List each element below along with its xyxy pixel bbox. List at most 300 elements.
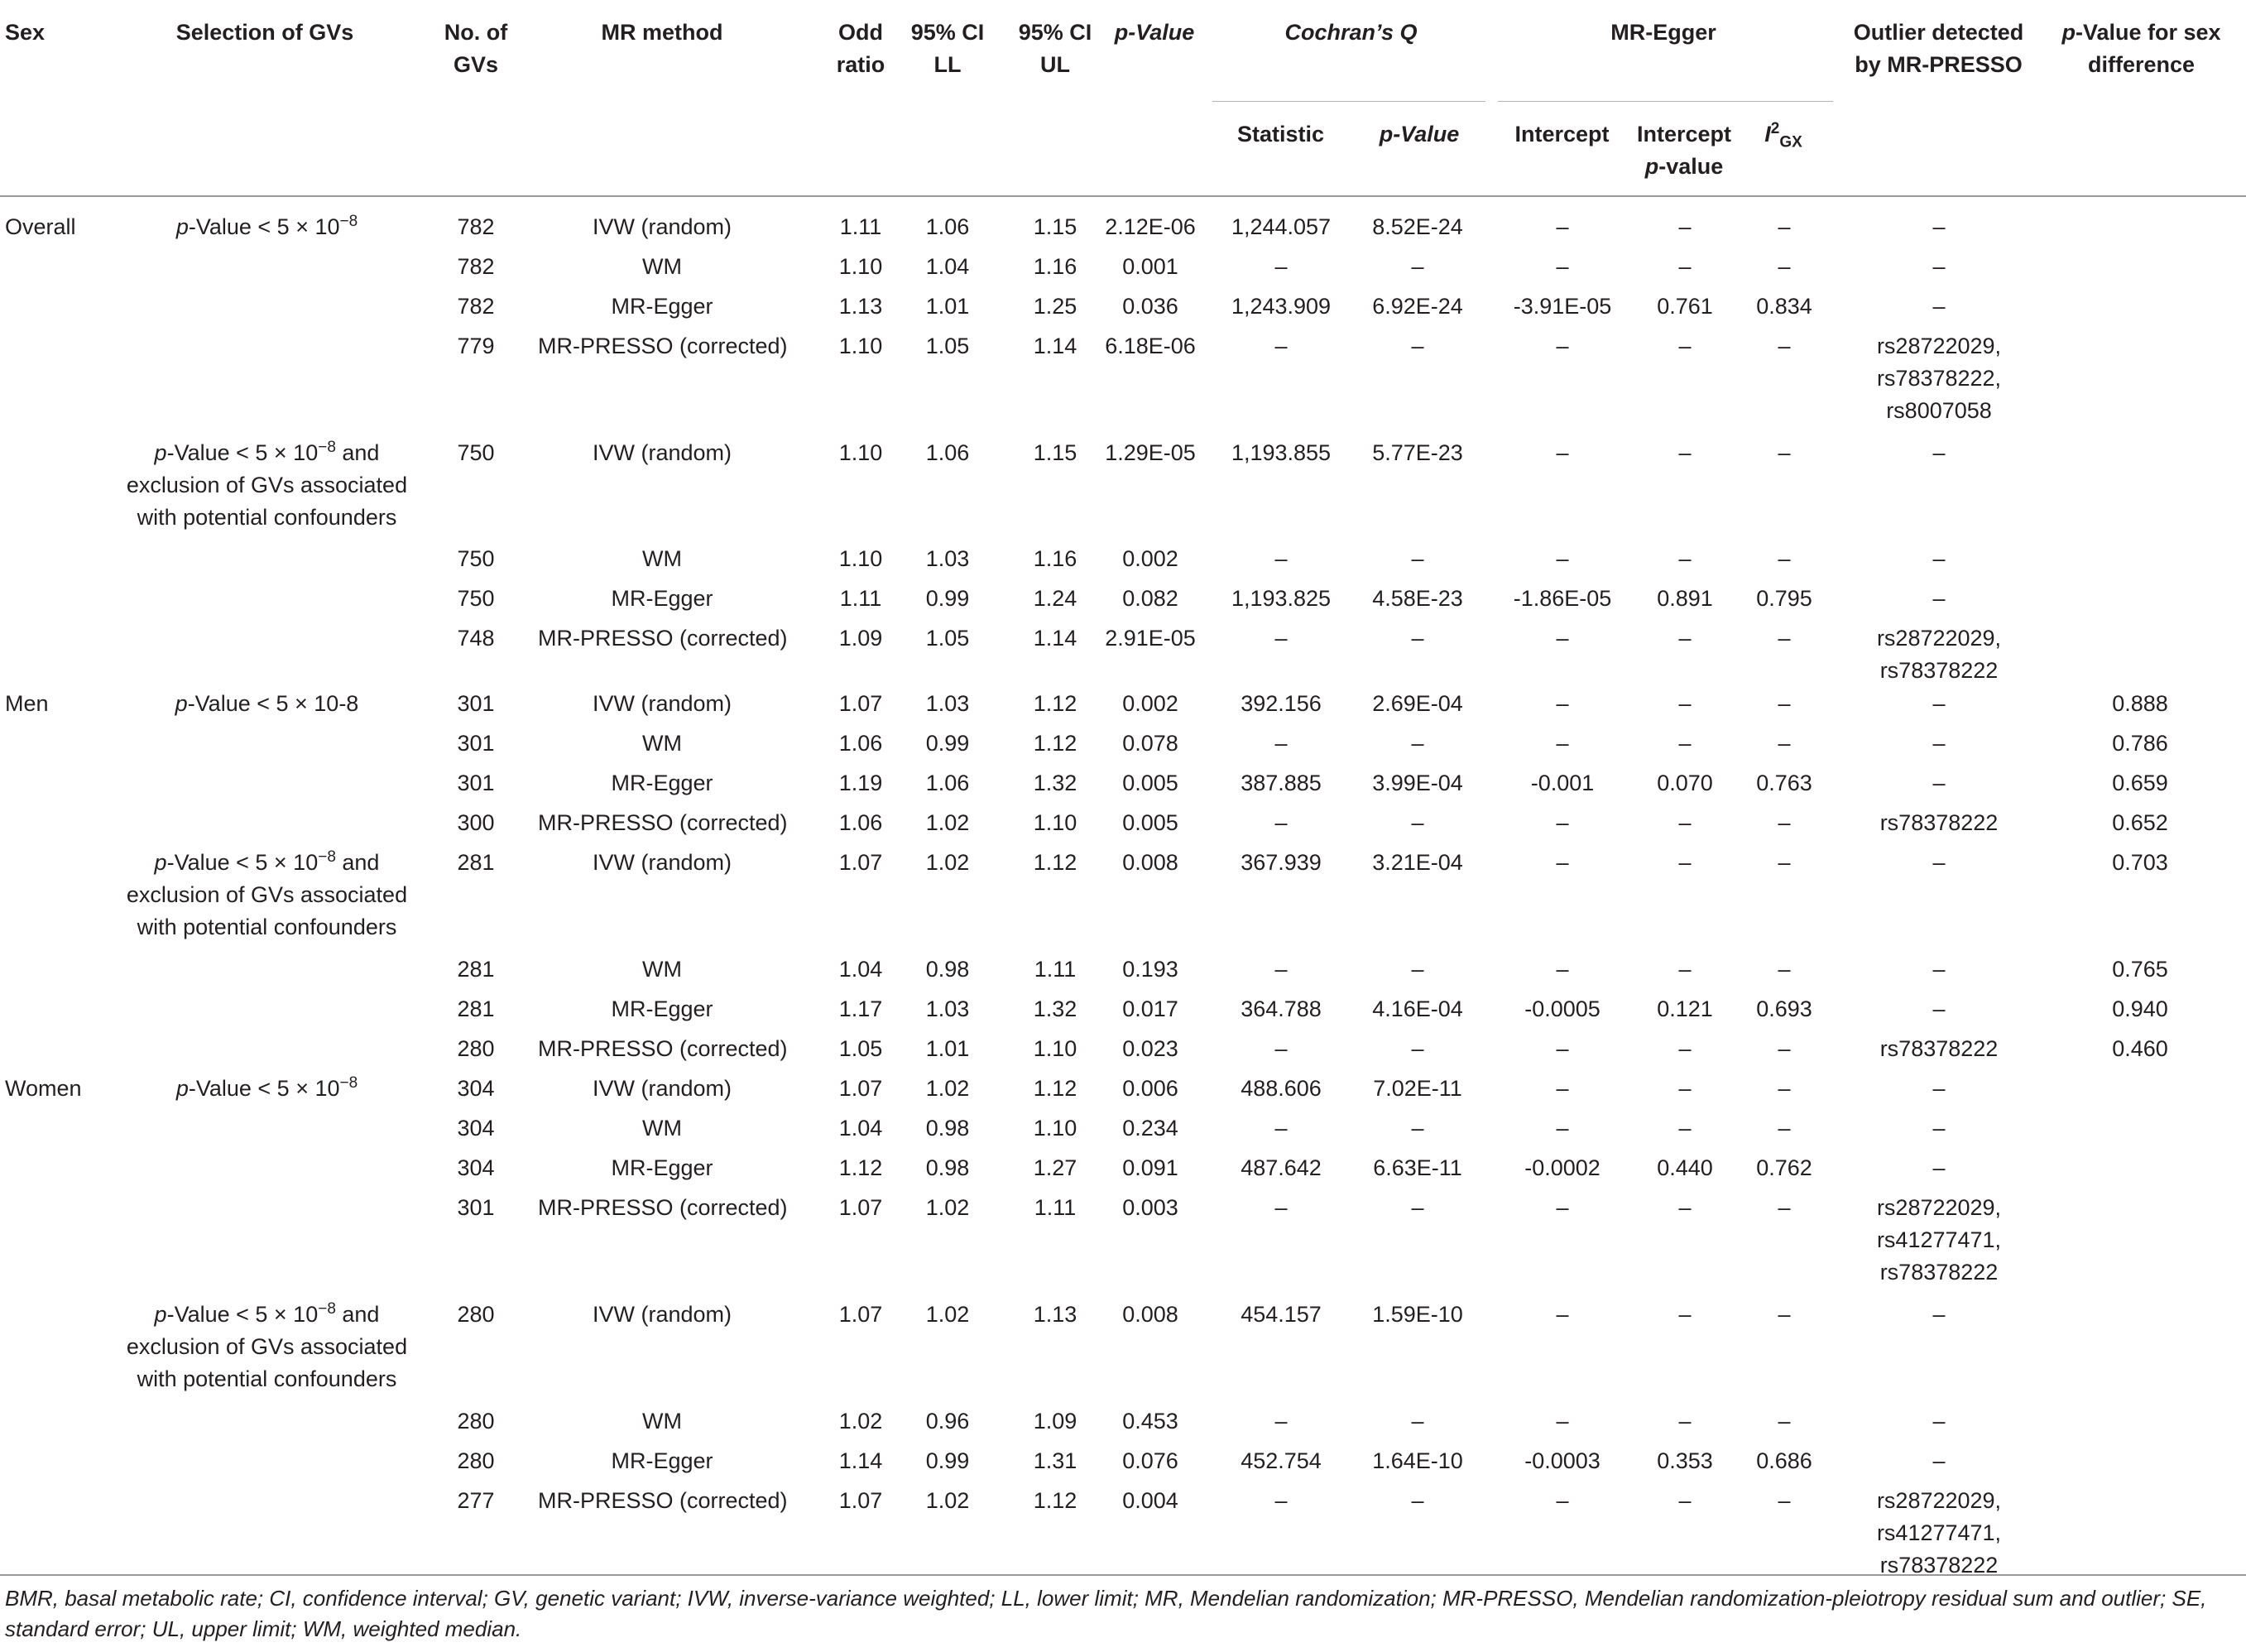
cell-sex-difference-p: 0.460 bbox=[2112, 1036, 2168, 1061]
cell-intercept-p-value: – bbox=[1678, 1302, 1692, 1327]
cell-ci-ul: 1.09 bbox=[1033, 1409, 1077, 1433]
cell-q-statistic: 364.788 bbox=[1241, 996, 1322, 1021]
cell-odds-ratio: 1.04 bbox=[838, 1116, 883, 1141]
cell-i2gx: 0.795 bbox=[1756, 586, 1812, 611]
cell-q-p-value: – bbox=[1411, 334, 1424, 358]
cell-ci-ll: 1.03 bbox=[925, 546, 970, 571]
cell-q-p-value: – bbox=[1411, 546, 1424, 571]
cell-p-value: 2.12E-06 bbox=[1105, 214, 1196, 239]
cell-q-statistic: – bbox=[1274, 254, 1288, 279]
header-sex: Sex bbox=[5, 20, 46, 45]
cell-ci-ll: 1.02 bbox=[925, 1488, 970, 1513]
cell-q-p-value: – bbox=[1411, 1116, 1424, 1141]
header-method: MR method bbox=[601, 20, 723, 45]
cell-mr-method: IVW (random) bbox=[592, 214, 732, 239]
cell-ci-ll: 0.98 bbox=[925, 1155, 970, 1180]
cell-q-p-value: – bbox=[1411, 810, 1424, 835]
cell-i2gx: – bbox=[1778, 546, 1791, 571]
cell-ci-ul: 1.32 bbox=[1033, 996, 1077, 1021]
cell-ci-ul: 1.12 bbox=[1033, 731, 1077, 756]
cell-i2gx: 0.763 bbox=[1756, 771, 1812, 795]
cell-q-statistic: – bbox=[1274, 546, 1288, 571]
cell-egger-intercept: – bbox=[1556, 810, 1569, 835]
cell-i2gx: – bbox=[1778, 214, 1791, 239]
header-p-value: p-Value bbox=[1114, 20, 1195, 45]
cell-egger-intercept: – bbox=[1556, 334, 1569, 358]
egger-rule bbox=[1498, 101, 1833, 102]
cell-ci-ul: 1.12 bbox=[1033, 850, 1077, 875]
cell-q-p-value: 4.58E-23 bbox=[1372, 586, 1463, 611]
cell-egger-intercept: -1.86E-05 bbox=[1513, 586, 1612, 611]
cell-mr-presso-outlier: – bbox=[1932, 850, 1946, 875]
cell-ci-ll: 1.05 bbox=[925, 334, 970, 358]
cell-ci-ll: 0.98 bbox=[925, 1116, 970, 1141]
cell-ci-ul: 1.10 bbox=[1033, 810, 1077, 835]
cell-odds-ratio: 1.11 bbox=[839, 586, 882, 611]
cell-intercept-p-value: – bbox=[1678, 1076, 1692, 1101]
cell-egger-intercept: – bbox=[1556, 1409, 1569, 1433]
cell-odds-ratio: 1.07 bbox=[838, 1488, 883, 1513]
cell-n-gvs: 750 bbox=[457, 546, 495, 571]
cell-intercept-p-value: – bbox=[1678, 254, 1692, 279]
cell-p-value: 0.017 bbox=[1122, 996, 1178, 1021]
cell-intercept-p-value: – bbox=[1678, 691, 1692, 716]
cell-mr-presso-outlier: – bbox=[1932, 1116, 1946, 1141]
cell-intercept-p-value: – bbox=[1678, 1409, 1692, 1433]
cell-p-value: 0.008 bbox=[1122, 1302, 1178, 1327]
cell-ci-ll: 1.06 bbox=[925, 214, 970, 239]
cell-mr-presso-outlier: – bbox=[1932, 957, 1946, 982]
cell-egger-intercept: -0.001 bbox=[1530, 771, 1595, 795]
cell-mr-presso-outlier: – bbox=[1932, 214, 1946, 239]
cell-n-gvs: 281 bbox=[457, 996, 495, 1021]
cell-q-p-value: – bbox=[1411, 957, 1424, 982]
cell-mr-presso-outlier: rs28722029, rs41277471, rs78378222 bbox=[1876, 1488, 2002, 1578]
cochran-rule bbox=[1212, 101, 1485, 102]
gv-selection-label: p-Value < 5 × 10-8 bbox=[175, 691, 359, 716]
cell-mr-presso-outlier: rs78378222 bbox=[1879, 810, 1999, 835]
cell-q-p-value: 3.99E-04 bbox=[1372, 771, 1463, 795]
cell-mr-method: WM bbox=[642, 546, 682, 571]
cell-q-p-value: – bbox=[1411, 1488, 1424, 1513]
cell-ci-ll: 1.02 bbox=[925, 850, 970, 875]
cell-n-gvs: 301 bbox=[457, 771, 495, 795]
cell-q-p-value: 3.21E-04 bbox=[1372, 850, 1463, 875]
cell-n-gvs: 280 bbox=[457, 1448, 495, 1473]
cell-ci-ul: 1.16 bbox=[1033, 254, 1077, 279]
cell-p-value: 0.002 bbox=[1122, 691, 1178, 716]
cell-intercept-p-value: – bbox=[1678, 1195, 1692, 1220]
cell-q-statistic: – bbox=[1274, 810, 1288, 835]
cell-odds-ratio: 1.07 bbox=[838, 850, 883, 875]
cell-mr-presso-outlier: – bbox=[1932, 1302, 1946, 1327]
cell-n-gvs: 304 bbox=[457, 1155, 495, 1180]
cell-n-gvs: 281 bbox=[457, 957, 495, 982]
cell-i2gx: – bbox=[1778, 691, 1791, 716]
table-bottom-rule bbox=[0, 1574, 2246, 1576]
cell-p-value: 0.453 bbox=[1122, 1409, 1178, 1433]
cell-mr-method: IVW (random) bbox=[592, 850, 732, 875]
cell-ci-ll: 1.02 bbox=[925, 810, 970, 835]
cell-p-value: 2.91E-05 bbox=[1105, 626, 1196, 651]
cell-ci-ul: 1.14 bbox=[1033, 626, 1077, 651]
cell-intercept-p-value: 0.070 bbox=[1657, 771, 1713, 795]
cell-q-p-value: 6.63E-11 bbox=[1373, 1155, 1462, 1180]
cell-ci-ul: 1.14 bbox=[1033, 334, 1077, 358]
cell-mr-presso-outlier: – bbox=[1932, 546, 1946, 571]
gv-selection-label: p-Value < $5 \times 10^{-8}$ bbox=[175, 213, 358, 239]
cell-q-p-value: 6.92E-24 bbox=[1372, 294, 1463, 319]
cell-p-value: 0.076 bbox=[1122, 1448, 1178, 1473]
cell-ci-ul: 1.11 bbox=[1034, 957, 1077, 982]
cell-mr-method: IVW (random) bbox=[592, 691, 732, 716]
cell-intercept-p-value: – bbox=[1678, 1116, 1692, 1141]
cell-mr-method: MR-PRESSO (corrected) bbox=[538, 1036, 788, 1061]
cell-q-p-value: 5.77E-23 bbox=[1372, 440, 1463, 465]
cell-n-gvs: 750 bbox=[457, 586, 495, 611]
cell-mr-method: MR-PRESSO (corrected) bbox=[538, 1488, 788, 1513]
cell-intercept-p-value: – bbox=[1678, 850, 1692, 875]
cell-intercept-p-value: – bbox=[1678, 626, 1692, 651]
cell-mr-presso-outlier: rs28722029, rs78378222 bbox=[1876, 626, 2002, 683]
header-i2gx: $I^2_{GX}$ bbox=[1764, 120, 1802, 151]
cell-n-gvs: 748 bbox=[457, 626, 495, 651]
cell-n-gvs: 782 bbox=[457, 254, 495, 279]
cell-ci-ul: 1.32 bbox=[1033, 771, 1077, 795]
cell-i2gx: – bbox=[1778, 1409, 1791, 1433]
cell-odds-ratio: 1.05 bbox=[838, 1036, 883, 1061]
cell-q-p-value: 1.64E-10 bbox=[1372, 1448, 1463, 1473]
cell-n-gvs: 301 bbox=[457, 731, 495, 756]
cell-intercept-p-value: 0.440 bbox=[1657, 1155, 1713, 1180]
cell-ci-ll: 1.05 bbox=[925, 626, 970, 651]
cell-intercept-p-value: 0.121 bbox=[1657, 996, 1713, 1021]
cell-q-statistic: – bbox=[1274, 1036, 1288, 1061]
cell-odds-ratio: 1.07 bbox=[838, 691, 883, 716]
cell-p-value: 6.18E-06 bbox=[1105, 334, 1196, 358]
cell-mr-presso-outlier: rs78378222 bbox=[1879, 1036, 1999, 1061]
header-bottom-rule bbox=[0, 195, 2246, 197]
cell-q-statistic: – bbox=[1274, 1116, 1288, 1141]
cell-n-gvs: 277 bbox=[457, 1488, 495, 1513]
cell-i2gx: – bbox=[1778, 957, 1791, 982]
cell-egger-intercept: – bbox=[1556, 1195, 1569, 1220]
cell-p-value: 0.006 bbox=[1122, 1076, 1178, 1101]
cell-odds-ratio: 1.10 bbox=[838, 440, 883, 465]
cell-odds-ratio: 1.09 bbox=[838, 626, 883, 651]
cell-sex-difference-p: 0.940 bbox=[2112, 996, 2168, 1021]
cell-ci-ll: 1.02 bbox=[925, 1076, 970, 1101]
cell-egger-intercept: – bbox=[1556, 731, 1569, 756]
cell-egger-intercept: – bbox=[1556, 626, 1569, 651]
cell-odds-ratio: 1.12 bbox=[838, 1155, 883, 1180]
cell-i2gx: – bbox=[1778, 1076, 1791, 1101]
cell-n-gvs: 301 bbox=[457, 1195, 495, 1220]
cell-i2gx: – bbox=[1778, 1036, 1791, 1061]
cell-p-value: 0.082 bbox=[1122, 586, 1178, 611]
cell-mr-method: WM bbox=[642, 731, 682, 756]
cell-mr-presso-outlier: – bbox=[1932, 440, 1946, 465]
cell-mr-method: MR-Egger bbox=[611, 1155, 713, 1180]
cell-mr-method: IVW (random) bbox=[592, 1076, 732, 1101]
cell-q-statistic: 1,244.057 bbox=[1231, 214, 1332, 239]
cell-mr-method: MR-Egger bbox=[611, 586, 713, 611]
cell-p-value: 0.001 bbox=[1122, 254, 1178, 279]
cell-sex-difference-p: 0.659 bbox=[2112, 771, 2168, 795]
cell-q-statistic: 367.939 bbox=[1241, 850, 1322, 875]
cell-i2gx: – bbox=[1778, 1195, 1791, 1220]
cell-q-p-value: – bbox=[1411, 254, 1424, 279]
cell-mr-method: MR-Egger bbox=[611, 996, 713, 1021]
cell-q-statistic: 487.642 bbox=[1241, 1155, 1322, 1180]
cell-intercept-p-value: – bbox=[1678, 957, 1692, 982]
cell-p-value: 0.002 bbox=[1122, 546, 1178, 571]
cell-q-p-value: – bbox=[1411, 731, 1424, 756]
cell-n-gvs: 750 bbox=[457, 440, 495, 465]
cell-mr-presso-outlier: – bbox=[1932, 1155, 1946, 1180]
header-n-gvs: No. of GVs bbox=[444, 20, 508, 77]
cell-ci-ul: 1.24 bbox=[1033, 586, 1077, 611]
cell-i2gx: – bbox=[1778, 731, 1791, 756]
cell-q-statistic: – bbox=[1274, 1488, 1288, 1513]
cell-egger-intercept: – bbox=[1556, 1076, 1569, 1101]
cell-odds-ratio: 1.07 bbox=[838, 1195, 883, 1220]
cell-mr-presso-outlier: – bbox=[1932, 586, 1946, 611]
cell-n-gvs: 301 bbox=[457, 691, 495, 716]
cell-egger-intercept: – bbox=[1556, 1116, 1569, 1141]
cell-odds-ratio: 1.10 bbox=[838, 334, 883, 358]
cell-mr-method: MR-PRESSO (corrected) bbox=[538, 334, 788, 358]
cell-ci-ll: 0.99 bbox=[925, 731, 970, 756]
cell-intercept-p-value: – bbox=[1678, 440, 1692, 465]
header-odds-ratio: Odd ratio bbox=[836, 20, 885, 77]
header-selection: Selection of GVs bbox=[175, 20, 354, 45]
cell-mr-presso-outlier: – bbox=[1932, 1409, 1946, 1433]
cell-odds-ratio: 1.07 bbox=[838, 1076, 883, 1101]
cell-q-statistic: – bbox=[1274, 1195, 1288, 1220]
cell-mr-presso-outlier: – bbox=[1932, 294, 1946, 319]
cell-p-value: 0.005 bbox=[1122, 810, 1178, 835]
cell-mr-method: WM bbox=[642, 1116, 682, 1141]
cell-odds-ratio: 1.04 bbox=[838, 957, 883, 982]
header-mr-egger: MR-Egger bbox=[1610, 20, 1716, 45]
footnote: BMR, basal metabolic rate; CI, confidence interval; GV, genetic variant; IVW, inverse-variance weighted; LL, lower limit; MR, Mendelian randomization; MR-PRESSO, Mendelian randomization-pleiotropy residual sum and outlier; SE, standard error; UL, upper limit; WM, weighted median. bbox=[5, 1586, 2207, 1641]
cell-intercept-p-value: 0.891 bbox=[1657, 586, 1713, 611]
header-cochran-q: Cochran’s Q bbox=[1284, 20, 1418, 45]
cell-p-value: 0.234 bbox=[1122, 1116, 1178, 1141]
cell-ci-ll: 1.02 bbox=[925, 1302, 970, 1327]
cell-egger-intercept: -0.0003 bbox=[1524, 1448, 1601, 1473]
cell-ci-ul: 1.25 bbox=[1033, 294, 1077, 319]
cell-odds-ratio: 1.17 bbox=[838, 996, 883, 1021]
cell-egger-intercept: – bbox=[1556, 691, 1569, 716]
cell-ci-ll: 1.03 bbox=[925, 691, 970, 716]
cell-odds-ratio: 1.11 bbox=[839, 214, 882, 239]
header-ci-ll: 95% CI LL bbox=[910, 20, 985, 77]
cell-ci-ul: 1.11 bbox=[1034, 1195, 1077, 1220]
cell-i2gx: – bbox=[1778, 1302, 1791, 1327]
cell-ci-ll: 1.06 bbox=[925, 440, 970, 465]
cell-intercept-p-value: – bbox=[1678, 810, 1692, 835]
header-q-p-value: p-Value bbox=[1379, 122, 1460, 146]
cell-ci-ul: 1.16 bbox=[1033, 546, 1077, 571]
cell-intercept-p-value: – bbox=[1678, 1036, 1692, 1061]
cell-mr-presso-outlier: rs28722029, rs78378222, rs8007058 bbox=[1876, 334, 2002, 423]
cell-odds-ratio: 1.10 bbox=[838, 254, 883, 279]
cell-mr-presso-outlier: – bbox=[1932, 1076, 1946, 1101]
cell-p-value: 0.008 bbox=[1122, 850, 1178, 875]
cell-i2gx: – bbox=[1778, 810, 1791, 835]
cell-i2gx: – bbox=[1778, 626, 1791, 651]
cell-ci-ul: 1.31 bbox=[1033, 1448, 1077, 1473]
cell-n-gvs: 280 bbox=[457, 1302, 495, 1327]
header-ci-ul: 95% CI UL bbox=[1018, 20, 1092, 77]
cell-intercept-p-value: – bbox=[1678, 334, 1692, 358]
cell-ci-ul: 1.10 bbox=[1033, 1036, 1077, 1061]
cell-egger-intercept: – bbox=[1556, 850, 1569, 875]
cell-mr-presso-outlier: – bbox=[1932, 996, 1946, 1021]
header-intercept: Intercept bbox=[1514, 122, 1610, 146]
cell-odds-ratio: 1.14 bbox=[838, 1448, 883, 1473]
cell-q-p-value: 1.59E-10 bbox=[1372, 1302, 1463, 1327]
cell-q-statistic: 1,193.825 bbox=[1231, 586, 1332, 611]
cell-odds-ratio: 1.02 bbox=[838, 1409, 883, 1433]
cell-p-value: 1.29E-05 bbox=[1105, 440, 1196, 465]
cell-ci-ul: 1.27 bbox=[1033, 1155, 1077, 1180]
cell-n-gvs: 304 bbox=[457, 1076, 495, 1101]
cell-mr-method: WM bbox=[642, 1409, 682, 1433]
cell-egger-intercept: – bbox=[1556, 214, 1569, 239]
header-sex-difference: p-Value for sex difference bbox=[2061, 20, 2221, 77]
cell-ci-ll: 1.01 bbox=[925, 294, 970, 319]
cell-sex-difference-p: 0.703 bbox=[2112, 850, 2168, 875]
cell-odds-ratio: 1.07 bbox=[838, 1302, 883, 1327]
cell-q-statistic: – bbox=[1274, 626, 1288, 651]
cell-i2gx: 0.693 bbox=[1756, 996, 1812, 1021]
cell-p-value: 0.023 bbox=[1122, 1036, 1178, 1061]
gv-selection-label: p-Value < $5 \times 10^{-8}$ and exclusion of GVs associated with potential confounders bbox=[126, 1300, 408, 1391]
cell-n-gvs: 782 bbox=[457, 214, 495, 239]
cell-q-p-value: 2.69E-04 bbox=[1372, 691, 1463, 716]
cell-i2gx: – bbox=[1778, 334, 1791, 358]
cell-mr-presso-outlier: – bbox=[1932, 771, 1946, 795]
cell-intercept-p-value: – bbox=[1678, 214, 1692, 239]
cell-q-statistic: 1,193.855 bbox=[1231, 440, 1332, 465]
cell-n-gvs: 280 bbox=[457, 1409, 495, 1433]
cell-q-statistic: 387.885 bbox=[1241, 771, 1322, 795]
cell-mr-method: MR-PRESSO (corrected) bbox=[538, 810, 788, 835]
cell-intercept-p-value: 0.353 bbox=[1657, 1448, 1713, 1473]
cell-p-value: 0.091 bbox=[1122, 1155, 1178, 1180]
cell-odds-ratio: 1.19 bbox=[838, 771, 883, 795]
cell-intercept-p-value: – bbox=[1678, 1488, 1692, 1513]
cell-n-gvs: 300 bbox=[457, 810, 495, 835]
cell-q-p-value: – bbox=[1411, 626, 1424, 651]
cell-i2gx: 0.762 bbox=[1756, 1155, 1812, 1180]
cell-q-statistic: – bbox=[1274, 1409, 1288, 1433]
cell-ci-ll: 1.01 bbox=[925, 1036, 970, 1061]
cell-p-value: 0.036 bbox=[1122, 294, 1178, 319]
cell-ci-ll: 1.04 bbox=[925, 254, 970, 279]
cell-intercept-p-value: – bbox=[1678, 546, 1692, 571]
gv-selection-label: p-Value < $5 \times 10^{-8}$ bbox=[175, 1074, 358, 1101]
cell-ci-ll: 1.02 bbox=[925, 1195, 970, 1220]
cell-mr-method: WM bbox=[642, 957, 682, 982]
cell-ci-ll: 0.99 bbox=[925, 1448, 970, 1473]
cell-egger-intercept: – bbox=[1556, 957, 1569, 982]
cell-q-statistic: – bbox=[1274, 731, 1288, 756]
sex-label: Overall bbox=[5, 214, 76, 239]
cell-i2gx: 0.686 bbox=[1756, 1448, 1812, 1473]
cell-ci-ll: 0.99 bbox=[925, 586, 970, 611]
cell-egger-intercept: – bbox=[1556, 1488, 1569, 1513]
cell-intercept-p-value: – bbox=[1678, 731, 1692, 756]
cell-mr-presso-outlier: rs28722029, rs41277471, rs78378222 bbox=[1876, 1195, 2002, 1285]
cell-odds-ratio: 1.06 bbox=[838, 810, 883, 835]
cell-p-value: 0.003 bbox=[1122, 1195, 1178, 1220]
cell-sex-difference-p: 0.888 bbox=[2112, 691, 2168, 716]
cell-n-gvs: 280 bbox=[457, 1036, 495, 1061]
cell-ci-ul: 1.10 bbox=[1033, 1116, 1077, 1141]
cell-n-gvs: 782 bbox=[457, 294, 495, 319]
cell-ci-ll: 1.06 bbox=[925, 771, 970, 795]
cell-egger-intercept: – bbox=[1556, 1036, 1569, 1061]
cell-q-statistic: 452.754 bbox=[1241, 1448, 1322, 1473]
cell-i2gx: – bbox=[1778, 850, 1791, 875]
cell-q-p-value: 8.52E-24 bbox=[1372, 214, 1463, 239]
cell-q-p-value: 4.16E-04 bbox=[1372, 996, 1463, 1021]
cell-mr-presso-outlier: – bbox=[1932, 691, 1946, 716]
sex-label: Women bbox=[5, 1076, 82, 1101]
cell-q-p-value: – bbox=[1411, 1409, 1424, 1433]
cell-q-statistic: 1,243.909 bbox=[1231, 294, 1332, 319]
cell-ci-ll: 0.98 bbox=[925, 957, 970, 982]
cell-q-statistic: 454.157 bbox=[1241, 1302, 1322, 1327]
cell-sex-difference-p: 0.786 bbox=[2112, 731, 2168, 756]
cell-ci-ul: 1.12 bbox=[1033, 1488, 1077, 1513]
header-outlier: Outlier detected by MR-PRESSO bbox=[1853, 20, 2024, 77]
cell-q-statistic: – bbox=[1274, 957, 1288, 982]
cell-ci-ll: 0.96 bbox=[925, 1409, 970, 1433]
cell-intercept-p-value: 0.761 bbox=[1657, 294, 1713, 319]
sex-label: Men bbox=[5, 691, 49, 716]
cell-i2gx: – bbox=[1778, 1116, 1791, 1141]
cell-q-p-value: 7.02E-11 bbox=[1373, 1076, 1462, 1101]
cell-ci-ul: 1.15 bbox=[1033, 440, 1077, 465]
cell-ci-ll: 1.03 bbox=[925, 996, 970, 1021]
cell-mr-method: MR-Egger bbox=[611, 771, 713, 795]
cell-egger-intercept: – bbox=[1556, 1302, 1569, 1327]
cell-mr-method: IVW (random) bbox=[592, 440, 732, 465]
cell-i2gx: – bbox=[1778, 1488, 1791, 1513]
cell-mr-presso-outlier: – bbox=[1932, 1448, 1946, 1473]
cell-egger-intercept: – bbox=[1556, 440, 1569, 465]
cell-mr-presso-outlier: – bbox=[1932, 731, 1946, 756]
cell-ci-ul: 1.12 bbox=[1033, 1076, 1077, 1101]
cell-n-gvs: 779 bbox=[457, 334, 495, 358]
cell-egger-intercept: -3.91E-05 bbox=[1513, 294, 1612, 319]
cell-mr-method: MR-PRESSO (corrected) bbox=[538, 1195, 788, 1220]
cell-p-value: 0.005 bbox=[1122, 771, 1178, 795]
cell-egger-intercept: – bbox=[1556, 546, 1569, 571]
cell-mr-method: MR-Egger bbox=[611, 294, 713, 319]
cell-i2gx: – bbox=[1778, 254, 1791, 279]
cell-p-value: 0.004 bbox=[1122, 1488, 1178, 1513]
cell-mr-method: MR-PRESSO (corrected) bbox=[538, 626, 788, 651]
cell-i2gx: – bbox=[1778, 440, 1791, 465]
header-intercept-p: Intercept p-value bbox=[1636, 122, 1732, 179]
cell-i2gx: 0.834 bbox=[1756, 294, 1812, 319]
